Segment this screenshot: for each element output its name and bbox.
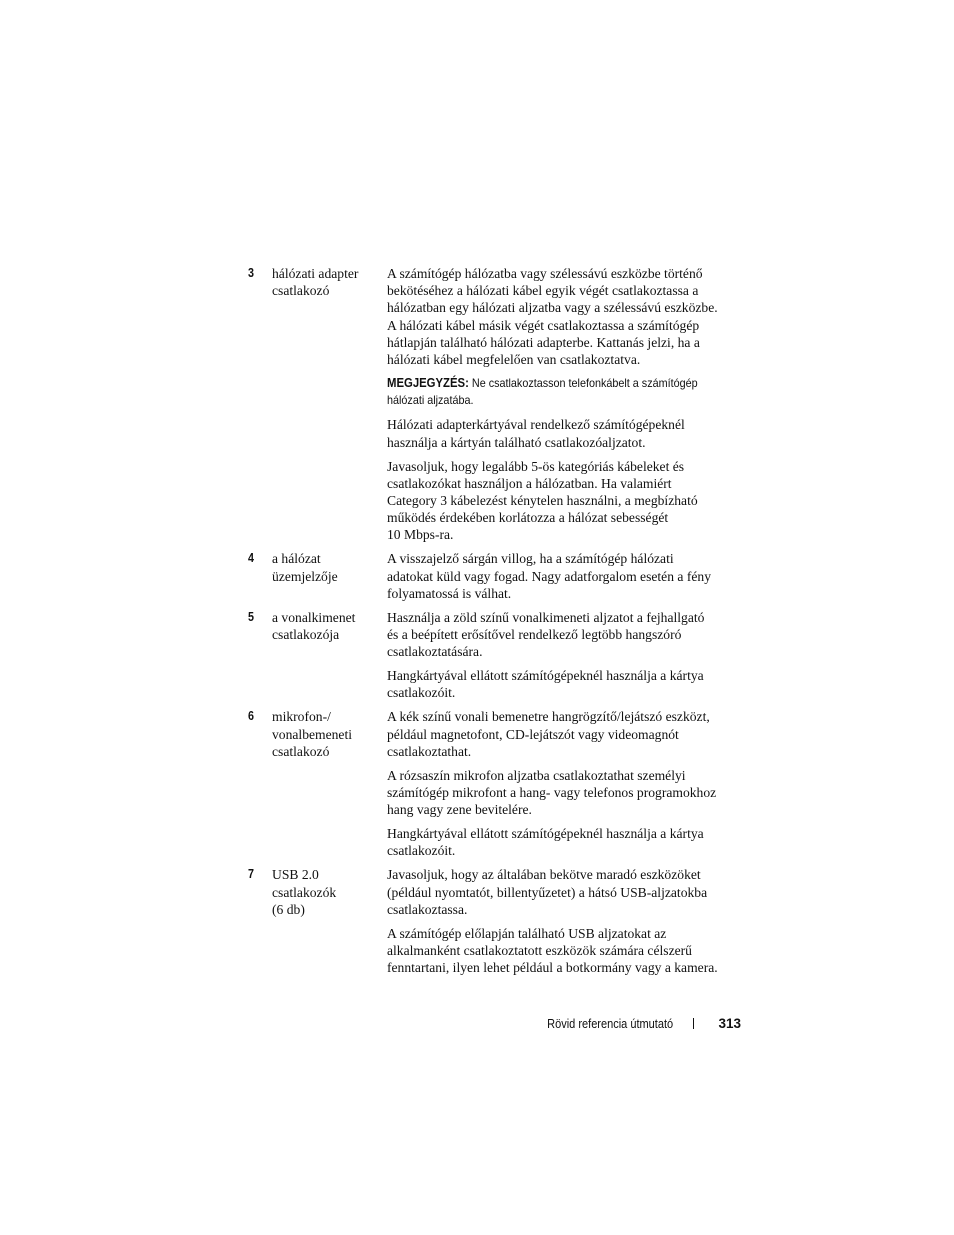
paragraph-line: A visszajelző sárgán villog, ha a számítógép hálózati: [387, 551, 674, 567]
paragraph-line: és a beépített erősítővel rendelkező legtöbb hangszóró: [387, 627, 682, 643]
description-paragraph: [387, 609, 748, 661]
paragraph-line: alkalmanként csatlakoztatott eszközök számára célszerű: [387, 943, 692, 959]
paragraph-line: A hálózati kábel másik végét csatlakoztassa a számítógép: [387, 317, 700, 333]
entry-description: [387, 609, 748, 709]
paragraph-line: Category 3 kábelezést kénytelen használni, a megbízható: [387, 493, 698, 509]
paragraph-line: A kék színű vonali bemenetre hangrögzítő/lejátszó eszközt,: [387, 709, 710, 725]
paragraph-line: hang vagy zene bevitelére.: [387, 802, 532, 818]
term-line: (6 db): [272, 901, 305, 917]
paragraph-line: (például nyomtatót, billentyűzetet) a hátsó USB-aljzatokba: [387, 884, 708, 900]
description-paragraph: [387, 825, 748, 859]
entry-row: [248, 609, 748, 709]
description-paragraph: [387, 925, 748, 977]
entry-term: [272, 866, 387, 983]
footer-separator: [693, 1018, 694, 1029]
entry-number: 6: [248, 709, 254, 724]
note-block: [387, 375, 748, 410]
paragraph-line: A számítógép hálózatba vagy szélessávú eszközbe történő: [387, 266, 703, 281]
paragraph-line: Használja a zöld színű vonalkimeneti aljzatot a fejhallgató: [387, 609, 705, 625]
paragraph-line: 10 Mbps-ra.: [387, 527, 454, 543]
entry-term: [272, 550, 387, 608]
term-line: a vonalkimenet: [272, 609, 356, 625]
description-paragraph: [387, 667, 748, 701]
entry-row: [248, 550, 748, 608]
entry-row: [248, 708, 748, 866]
entry-term: [272, 708, 387, 866]
description-paragraph: [387, 866, 748, 918]
paragraph-line: használja a kártyán található csatlakozóaljzatot.: [387, 434, 646, 450]
description-paragraph: [387, 550, 748, 602]
page-footer: [530, 1015, 741, 1033]
term-line: csatlakozó: [272, 283, 330, 299]
term-line: üzemjelzője: [272, 568, 338, 584]
paragraph-line: csatlakoztatására.: [387, 644, 483, 660]
note-text-line: hálózati aljzatába.: [387, 393, 474, 408]
paragraph-line: A számítógép előlapján található USB aljzatokat az: [387, 925, 667, 941]
paragraph-line: Javasoljuk, hogy legalább 5-ös kategóriás kábeleket és: [387, 458, 685, 474]
paragraph-line: Hangkártyával ellátott számítógépeknél használja a kártya: [387, 668, 704, 684]
paragraph-line: hátlapján található hálózati adapterbe. Kattanás jelzi, ha a: [387, 334, 700, 350]
entry-number: 4: [248, 551, 254, 566]
paragraph-line: csatlakozóit.: [387, 685, 456, 701]
term-line: vonalbemeneti: [272, 726, 353, 742]
paragraph-line: csatlakoztathat.: [387, 743, 472, 759]
paragraph-line: például magnetofont, CD-lejátszót vagy videomagnót: [387, 726, 679, 742]
note-label: MEGJEGYZÉS:: [387, 376, 469, 391]
description-paragraph: [387, 265, 748, 368]
description-paragraph: [387, 767, 748, 819]
entry-description: [387, 708, 748, 866]
paragraph-line: számítógép mikrofont a hang- vagy telefonos programokhoz: [387, 785, 717, 801]
paragraph-line: csatlakozóit.: [387, 843, 456, 859]
page-number: 313: [718, 1016, 741, 1031]
paragraph-line: fenntartani, ilyen lehet például a botkormány vagy a kamera.: [387, 960, 718, 976]
paragraph-line: folyamatossá is válhat.: [387, 585, 512, 601]
paragraph-line: csatlakoztassa.: [387, 901, 468, 917]
paragraph-line: bekötéséhez a hálózati kábel egyik végét csatlakoztassa a: [387, 283, 699, 299]
term-line: USB 2.0: [272, 867, 319, 883]
entry-number: 3: [248, 266, 254, 280]
connector-description-list: [248, 265, 748, 983]
entry-term: [272, 265, 387, 550]
paragraph-line: Javasoljuk, hogy az általában bekötve maradó eszközöket: [387, 867, 701, 883]
paragraph-line: Hálózati adapterkártyával rendelkező számítógépeknél: [387, 417, 685, 433]
entry-row: [248, 866, 748, 983]
term-line: csatlakozók: [272, 884, 337, 900]
paragraph-line: hálózati kábel megfelelően van csatlakoztatva.: [387, 352, 641, 368]
entry-description: [387, 265, 748, 550]
paragraph-line: működés érdekében korlátozza a hálózat sebességét: [387, 510, 669, 526]
entry-number: 5: [248, 609, 254, 624]
term-line: hálózati adapter: [272, 266, 359, 281]
term-line: csatlakozója: [272, 627, 340, 643]
paragraph-line: A rózsaszín mikrofon aljzatba csatlakoztathat személyi: [387, 767, 686, 783]
description-paragraph: [387, 708, 748, 760]
footer-title: Rövid referencia útmutató: [547, 1017, 674, 1031]
entry-term: [272, 609, 387, 709]
entry-description: [387, 866, 748, 983]
paragraph-line: Hangkártyával ellátott számítógépeknél használja a kártya: [387, 826, 704, 842]
paragraph-line: csatlakozókat használjon a hálózatban. Ha valamiért: [387, 475, 672, 491]
entry-description: [387, 550, 748, 608]
term-line: mikrofon-/: [272, 709, 331, 725]
term-line: a hálózat: [272, 551, 321, 567]
note-text-line: Ne csatlakoztasson telefonkábelt a számítógép: [471, 376, 698, 391]
term-line: csatlakozó: [272, 743, 330, 759]
description-paragraph: [387, 416, 748, 450]
entry-row: [248, 265, 748, 550]
paragraph-line: hálózatban egy hálózati aljzatba vagy a szélessávú eszközbe.: [387, 300, 718, 316]
entry-number: 7: [248, 867, 254, 882]
paragraph-line: adatokat küld vagy fogad. Nagy adatforgalom esetén a fény: [387, 568, 711, 584]
description-paragraph: [387, 458, 748, 544]
